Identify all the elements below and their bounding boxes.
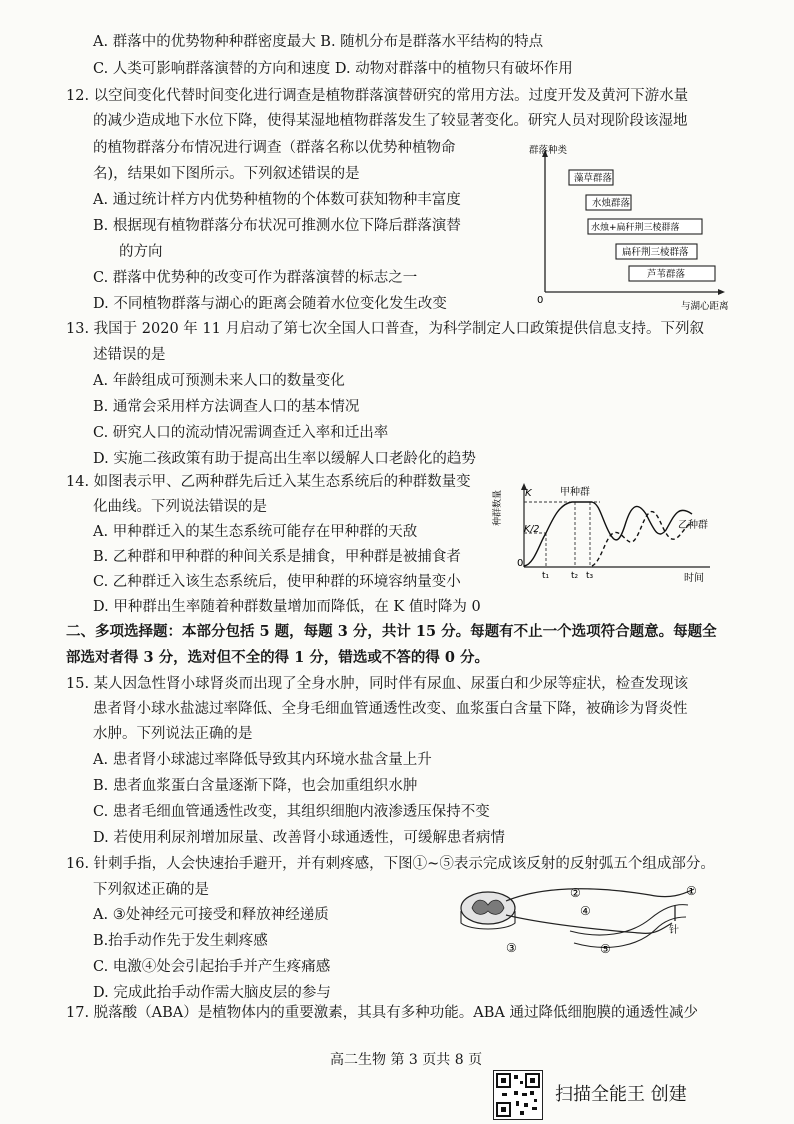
q12-community-1: 藻草群落 [574, 173, 613, 184]
q14-population-figure [493, 482, 746, 587]
q14-x-axis-label: 时间 [684, 573, 704, 584]
q12-community-2: 水烛群落 [592, 198, 631, 209]
q12-stem-line2: 的减少造成地下水位下降，使得某湿地植物群落发生了较显著变化。研究人员对现阶段该湿地 [93, 113, 688, 129]
q15-stem-line1: 15. 某人因急性肾小球肾炎而出现了全身水肿，同时伴有尿血、尿蛋白和少尿等症状，检查发现该 [66, 676, 689, 692]
q12-stem-line1: 12. 以空间变化代替时间变化进行调查是植物群落演替研究的常用方法。过度开发及黄河下游水量 [66, 88, 689, 104]
q12-option-b-line1: B. 根据现有植物群落分布状况可推测水位下降后群落演替 [93, 218, 461, 234]
page-footer: 高二生物 第 3 页共 8 页 [330, 1052, 483, 1068]
q12-community-4: 扁秆荆三棱群落 [622, 247, 689, 258]
q12-x-axis-label: 与湖心距离 [681, 301, 729, 312]
q13-stem-line1: 13. 我国于 2020 年 11 月启动了第七次全国人口普查，为科学制定人口政策提供信息支持。下列叙 [66, 321, 704, 337]
q12-community-3: 水烛+扁秆荆三棱群落 [591, 223, 680, 233]
q14-k2-label: K/2 [524, 524, 540, 535]
q15-option-d: D. 若使用利尿剂增加尿量、改善肾小球通透性，可缓解患者病情 [93, 830, 505, 846]
q16-label-3: ③ [506, 941, 517, 955]
q14-k-label: K [525, 488, 532, 499]
q12-option-c: C. 群落中优势种的改变可作为群落演替的标志之一 [93, 270, 418, 286]
q14-t2-label: t₂ [571, 571, 579, 581]
qr-code-icon [493, 1070, 543, 1120]
q17-stem-line1: 17. 脱落酸（ABA）是植物体内的重要激素，其具有多种功能。ABA 通过降低细胞膜的通透性减少 [66, 1005, 698, 1021]
q15-stem-line3: 水肿。下列说法正确的是 [93, 726, 253, 742]
q13-option-c: C. 研究人口的流动情况需调查迁入率和迁出率 [93, 425, 389, 441]
section2-heading-line1: 二、多项选择题：本部分包括 5 题，每题 3 分，共计 15 分。每题有不止一个选项符合题意。每题全 [66, 623, 717, 640]
q13-option-a: A. 年龄组成可预测未来人口的数量变化 [93, 373, 345, 389]
q16-label-4: ④ [580, 904, 591, 918]
q12-option-d: D. 不同植物群落与湖心的距离会随着水位变化发生改变 [93, 296, 447, 312]
q16-stem-line2: 下列叙述正确的是 [93, 882, 209, 898]
q14-option-c: C. 乙种群迁入该生态系统后，使甲种群的环境容纳量变小 [93, 574, 461, 590]
scanner-label: 扫描全能王 创建 [555, 1084, 687, 1105]
q12-community-figure [515, 140, 730, 315]
q12-origin: 0 [537, 295, 544, 306]
q15-stem-line2: 患者肾小球水盐滤过率降低、全身毛细血管通透性改变、血浆蛋白含量下降，被确诊为肾炎性 [93, 701, 688, 717]
q12-y-axis-label: 群落种类 [529, 145, 568, 156]
q12-community-5: 芦苇群落 [647, 269, 686, 280]
q13-option-b: B. 通常会采用样方法调查人口的基本情况 [93, 399, 360, 415]
q14-origin: 0 [517, 558, 524, 569]
q14-option-d: D. 甲种群出生率随着种群数量增加而降低，在 K 值时降为 0 [93, 599, 481, 615]
q11-options-cd: C. 人类可影响群落演替的方向和速度 D. 动物对群落中的植物只有破坏作用 [93, 61, 573, 77]
q16-option-d: D. 完成此抬手动作需大脑皮层的参与 [93, 985, 331, 1001]
scanner-watermark [493, 1070, 793, 1120]
q16-option-c: C. 电激④处会引起抬手并产生疼痛感 [93, 959, 331, 975]
q14-jia-label: 甲种群 [560, 487, 590, 498]
q12-option-a: A. 通过统计样方内优势种植物的个体数可获知物种丰富度 [93, 192, 461, 208]
q12-option-b-line2: 的方向 [119, 244, 163, 260]
q12-stem-line3: 的植物群落分布情况进行调查（群落名称以优势种植物命 [93, 140, 456, 156]
q13-option-d: D. 实施二孩政策有助于提高出生率以缓解人口老龄化的趋势 [93, 451, 476, 467]
q11-options-ab: A. 群落中的优势物种种群密度最大 B. 随机分布是群落水平结构的特点 [93, 34, 544, 50]
q16-option-a: A. ③处神经元可接受和释放神经递质 [93, 907, 329, 923]
q16-reflex-arc-figure [450, 873, 710, 968]
q15-option-a: A. 患者肾小球滤过率降低导致其内环境水盐含量上升 [93, 752, 432, 768]
q16-label-2: ② [570, 886, 581, 900]
q16-pin-label: 针 [669, 925, 679, 936]
q14-option-b: B. 乙种群和甲种群的种间关系是捕食，甲种群是被捕食者 [93, 549, 461, 565]
q15-option-c: C. 患者毛细血管通透性改变，其组织细胞内液渗透压保持不变 [93, 804, 490, 820]
q14-stem-line2: 化曲线。下列说法错误的是 [93, 499, 267, 515]
q16-label-1: ① [686, 884, 697, 898]
q15-option-b: B. 患者血浆蛋白含量逐渐下降，也会加重组织水肿 [93, 778, 418, 794]
q16-label-5: ⑤ [600, 942, 611, 956]
q14-yi-label: 乙种群 [678, 520, 708, 531]
q12-stem-line4: 名)，结果如下图所示。下列叙述错误的是 [93, 166, 360, 182]
q14-t1-label: t₁ [542, 571, 550, 581]
q14-y-axis-label: 种群数量 [493, 489, 503, 526]
q13-stem-line2: 述错误的是 [93, 347, 166, 363]
section2-heading-line2: 部选对者得 3 分，选对但不全的得 1 分，错选或不答的得 0 分。 [66, 649, 490, 666]
q14-option-a: A. 甲种群迁入的某生态系统可能存在甲种群的天敌 [93, 524, 418, 540]
q14-stem-line1: 14. 如图表示甲、乙两种群先后迁入某生态系统后的种群数量变 [66, 474, 471, 490]
q14-t3-label: t₃ [586, 571, 594, 581]
q16-option-b: B.抬手动作先于发生刺疼感 [93, 933, 268, 949]
q16-stem-line1: 16. 针刺手指，人会快速抬手避开，并有刺疼感，下图①~⑤表示完成该反射的反射弧五个组成部分。 [66, 856, 715, 872]
